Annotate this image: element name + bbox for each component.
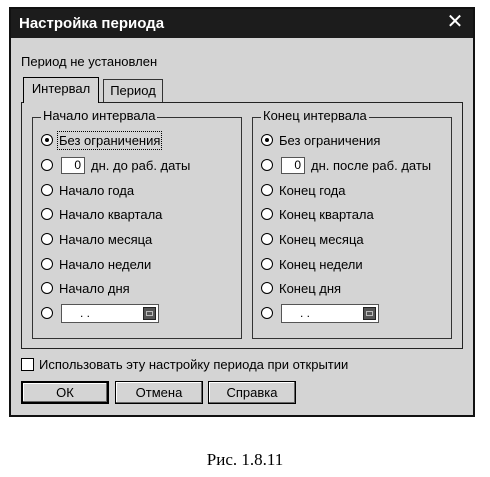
end-option-quarter[interactable]	[261, 204, 374, 224]
tab-interval[interactable]	[23, 77, 99, 103]
radio-button[interactable]	[41, 282, 53, 294]
option-label: Конец квартала	[279, 206, 374, 222]
start-option-year[interactable]	[41, 180, 134, 200]
date-value: . .	[80, 305, 91, 320]
radio-button[interactable]	[261, 233, 273, 245]
radio-button[interactable]	[41, 134, 53, 146]
option-label: Конец года	[279, 182, 346, 198]
tab-period-label: Период	[110, 83, 156, 98]
start-option-quarter[interactable]	[41, 204, 162, 224]
end-option-day[interactable]	[261, 278, 341, 298]
period-status-text: Период не установлен	[21, 54, 158, 69]
use-on-open-option[interactable]	[21, 357, 348, 372]
figure-caption: Рис. 1.8.11	[206, 450, 284, 469]
start-interval-group	[32, 108, 242, 339]
start-option-date[interactable]	[41, 303, 159, 323]
title-bar[interactable]	[11, 9, 473, 38]
option-label: Конец дня	[279, 280, 342, 296]
cancel-button[interactable]: Отмена	[115, 381, 203, 404]
end-option-month[interactable]	[261, 229, 364, 249]
end-option-unlimited[interactable]	[261, 130, 380, 150]
option-label: Без ограничения	[59, 132, 161, 148]
radio-button[interactable]	[41, 159, 53, 171]
radio-button[interactable]	[41, 233, 53, 245]
calendar-icon[interactable]	[143, 307, 156, 320]
option-label: Без ограничения	[279, 132, 381, 148]
period-settings-dialog	[9, 7, 475, 417]
days-before-input[interactable]: 0	[61, 157, 85, 174]
use-on-open-label: Использовать эту настройку периода при открытии	[39, 357, 349, 372]
date-value: . .	[300, 305, 311, 320]
radio-button[interactable]	[261, 307, 273, 319]
option-label: Начало квартала	[59, 206, 163, 222]
end-option-days-after[interactable]	[261, 155, 431, 175]
radio-button[interactable]	[261, 282, 273, 294]
radio-button[interactable]	[261, 258, 273, 270]
calendar-icon[interactable]	[363, 307, 376, 320]
ok-button[interactable]: ОК	[21, 381, 109, 404]
radio-button[interactable]	[41, 208, 53, 220]
option-label: Начало дня	[59, 280, 130, 296]
radio-button[interactable]	[261, 159, 273, 171]
radio-button[interactable]	[41, 258, 53, 270]
option-label: Конец месяца	[279, 231, 364, 247]
option-label: Конец недели	[279, 256, 363, 272]
start-date-input[interactable]	[61, 304, 159, 323]
radio-button[interactable]	[261, 208, 273, 220]
start-option-days-before[interactable]	[41, 155, 190, 175]
end-option-year[interactable]	[261, 180, 346, 200]
option-label: Начало недели	[59, 256, 152, 272]
end-group-title: Конец интервала	[263, 108, 367, 123]
end-option-date[interactable]	[261, 303, 379, 323]
option-label: дн. после раб. даты	[311, 157, 432, 173]
option-label: Начало года	[59, 182, 135, 198]
start-option-unlimited[interactable]	[41, 130, 160, 150]
tab-interval-label: Интервал	[31, 81, 91, 96]
end-date-input[interactable]	[281, 304, 379, 323]
end-interval-group	[252, 108, 452, 339]
interval-tab-panel	[21, 102, 463, 349]
tab-period[interactable]	[103, 79, 163, 102]
radio-button[interactable]	[261, 134, 273, 146]
days-after-input[interactable]: 0	[281, 157, 305, 174]
help-button[interactable]: Справка	[208, 381, 296, 404]
start-group-title: Начало интервала	[43, 108, 156, 123]
radio-button[interactable]	[41, 307, 53, 319]
use-on-open-checkbox[interactable]	[21, 358, 34, 371]
start-option-day[interactable]	[41, 278, 130, 298]
radio-button[interactable]	[261, 184, 273, 196]
start-option-month[interactable]	[41, 229, 152, 249]
option-label: Начало месяца	[59, 231, 153, 247]
end-option-week[interactable]	[261, 254, 363, 274]
radio-button[interactable]	[41, 184, 53, 196]
close-icon[interactable]: ✕	[446, 11, 464, 33]
option-label: дн. до раб. даты	[91, 157, 191, 173]
window-title: Настройка периода	[19, 15, 165, 32]
start-option-week[interactable]	[41, 254, 151, 274]
